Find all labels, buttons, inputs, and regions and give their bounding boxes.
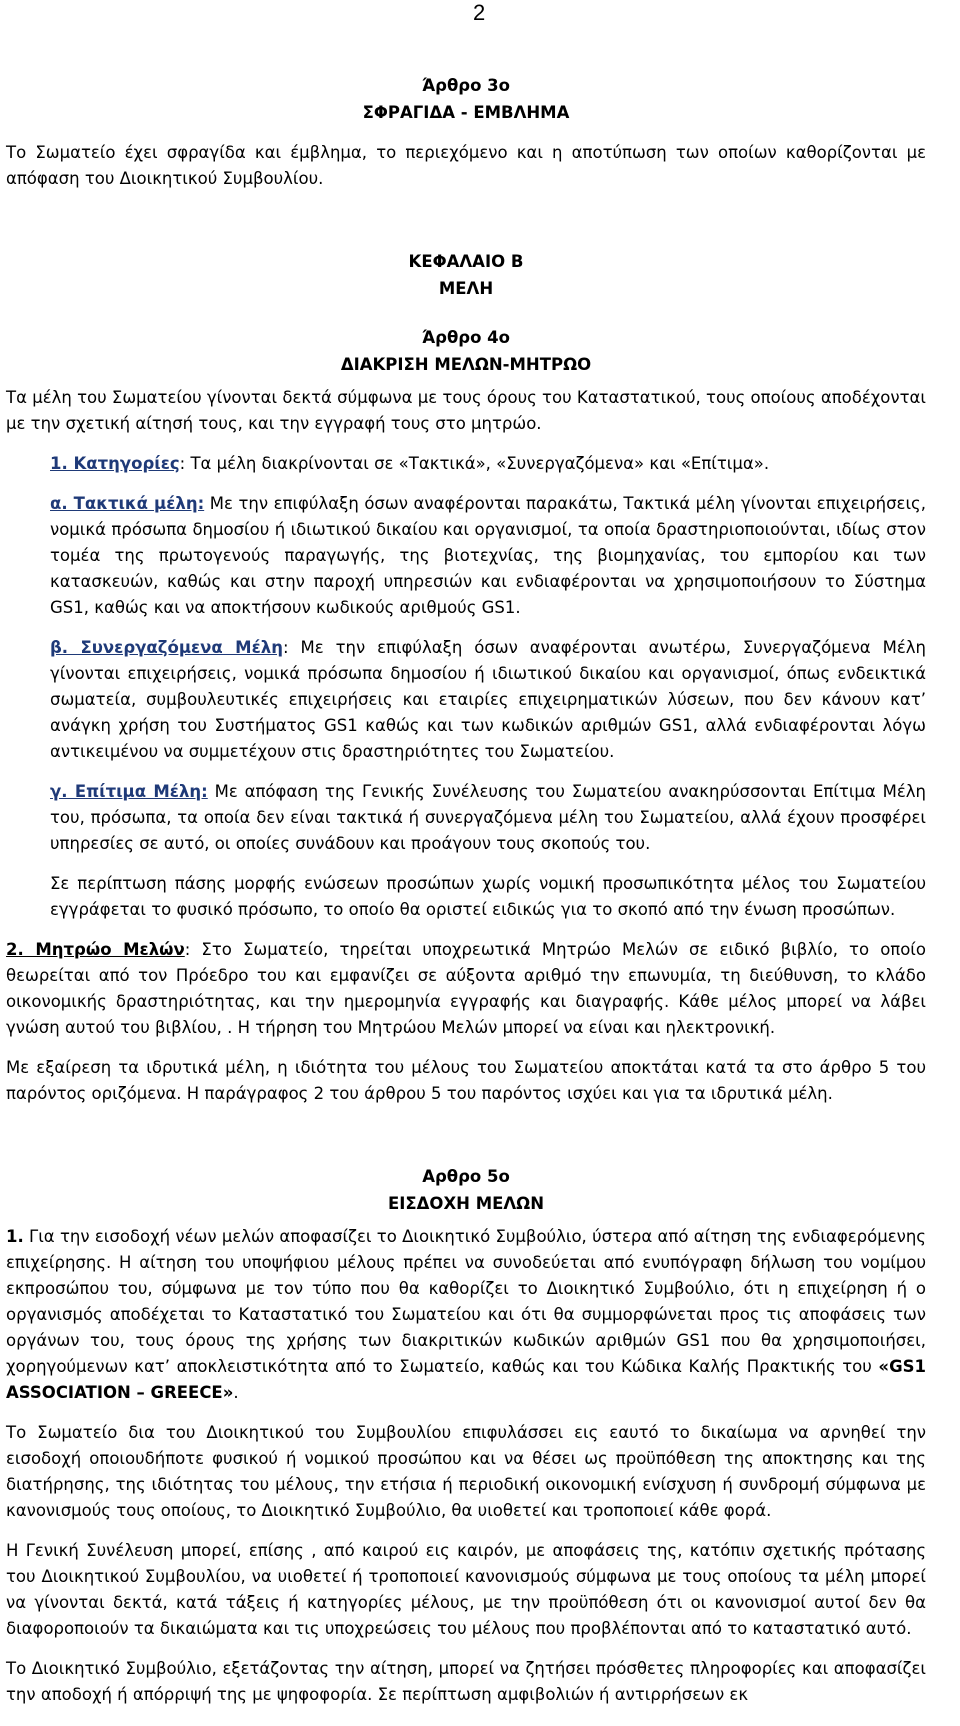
- article-5-heading: Αρθρο 5ο: [422, 1167, 510, 1186]
- chapter-heading: ΚΕΦΑΛΑΙΟ Β: [408, 252, 524, 271]
- categories-paragraph: [6, 451, 926, 477]
- admission-text: Για την εισοδοχή νέων μελών αποφασίζει το Διοικητικό Συμβούλιο, ύστερα από αίτηση της ενδιαφερόμενης επιχείρησης. Η αίτηση του υποψήφιου μέλους πρέπει να συνοδεύεται από ενυπόγραφη δήλωση του νομίμου εκπροσώπου του, σύμφωνα με τον τύπο που θα καθορίζει το Διοικητικό Συμβούλιο, ότι η επιχείρηση ή ο οργανισμός αποδέχεται το Καταστατικό του Σωματείου και ότι θα συμμορφώνεται προς τις αποφάσεις των οργάνων του, τους όρους της χρήσης των διακριτικών κωδικών αριθμών GS1 που θα χρησιμοποιήσει, χορηγούμενων κατ’ αποκλειστικότητα από το Σωματείο, καθώς και του Κώδικα Καλής Πρακτικής του: [6, 1227, 926, 1376]
- association-name: «GS1 ASSOCIATION – GREECE»: [6, 1357, 926, 1402]
- regular-members-label: α. Τακτικά μέλη:: [50, 494, 205, 513]
- article-3-paragraph: Το Σωματείο έχει σφραγίδα και έμβλημα, το περιεχόμενο και η αποτύπωση των οποίων καθορίζονται με απόφαση του Διοικητικού Συμβουλίου.: [6, 143, 926, 188]
- admission-number: 1.: [6, 1227, 24, 1246]
- merger-paragraph: Σε περίπτωση πάσης μορφής ενώσεων προσώπων χωρίς νομική προσωπικότητα μέλος του Σωματείου εγγράφεται το φυσικό πρόσωπο, το οποίο θα οριστεί ειδικώς για το σκοπό από την ένωση προσώπων.: [50, 874, 926, 919]
- article-3-heading: Άρθρο 3ο: [421, 76, 510, 95]
- admission-paragraph-3: Η Γενική Συνέλευση μπορεί, επίσης , από καιρού εις καιρόν, με αποφάσεις της, κατόπιν σχετικής πρότασης του Διοικητικού Συμβουλίου, να υιοθετεί ή τροποποιεί κανονισμούς σύμφωνα με τους οποίους τα μέλη μπορεί να γίνονται δεκτά, κατά τάξεις ή κατηγορίες μέλους, με την προϋπόθεση ότι οι κανονισμοί αυτοί δεν θα διαφοροποιούν τα δικαιώματα και τις υποχρεώσεις του μέλους που προβλέπονται από το καταστατικό αυτό.: [6, 1541, 926, 1638]
- honorary-members-text: Με απόφαση της Γενικής Συνέλευσης του Σωματείου ανακηρύσσονται Επίτιμα Μέλη του, πρόσωπα, τα οποία δεν είναι τακτικά ή συνεργαζόμενα μέλη του Σωματείου, αλλά έχουν προσφέρει υπηρεσίες σε αυτό, οι οποίες συνάδουν και προάγουν τους σκοπούς του.: [50, 782, 927, 853]
- admission-paragraph-4: Το Διοικητικό Συμβούλιο, εξετάζοντας την αίτηση, μπορεί να ζητήσει πρόσθετες πληροφορίες και αποφασίζει την αποδοχή ή απόρριψή της με ψηφοφορία. Σε περίπτωση αμφιβολιών ή αντιρρήσεων εκ: [6, 1659, 926, 1704]
- admission-paragraph-1: [6, 1224, 926, 1406]
- article-5-title: ΕΙΣΔΟΧΗ ΜΕΛΩΝ: [387, 1194, 545, 1213]
- article-4-intro: Τα μέλη του Σωματείου γίνονται δεκτά σύμφωνα με τους όρους του Καταστατικού, τους οποίους αποδέχονται με την σχετική αίτησή τους, και την εγγραφή τους στο μητρώο.: [6, 388, 926, 433]
- honorary-members-paragraph: [6, 779, 926, 857]
- registry-paragraph: [6, 937, 926, 1041]
- exception-paragraph: Με εξαίρεση τα ιδρυτικά μέλη, η ιδιότητα του μέλους του Σωματείου αποκτάται κατά τα στο άρθρο 5 του παρόντος οριζόμενα. Η παράγραφος 2 του άρθρου 5 του παρόντος ισχύει και για τα ιδρυτικά μέλη.: [6, 1058, 926, 1103]
- categories-text: : Τα μέλη διακρίνονται σε «Τακτικά», «Συνεργαζόμενα» και «Επίτιμα».: [179, 454, 770, 473]
- registry-text: : Στο Σωματείο, τηρείται υποχρεωτικά Μητρώο Μελών σε ειδικό βιβλίο, το οποίο θεωρείται από τον Πρόεδρο του και εμφανίζει σε αύξοντα αριθμό την επωνυμία, τη διεύθυνση, το κλάδο οικονομικής δραστηριότητας, και την ημερομηνία εγγραφής και διαγραφής. Κάθε μέλος μπορεί να λάβει γνώση αυτού του βιβλίου, . Η τήρηση του Μητρώου Μελών μπορεί να είναι και ηλεκτρονική.: [6, 940, 926, 1037]
- admission-end: .: [233, 1383, 239, 1402]
- article-4-heading: Άρθρο 4ο: [421, 328, 510, 347]
- regular-members-paragraph: [6, 491, 926, 621]
- chapter-title: ΜΕΛΗ: [438, 279, 494, 298]
- cooperating-members-paragraph: [6, 635, 926, 765]
- registry-label: 2. Μητρώο Μελών: [6, 940, 185, 959]
- admission-paragraph-2: Το Σωματείο δια του Διοικητικού του Συμβουλίου επιφυλάσσει εις εαυτό το δικαίωμα να αρνηθεί την εισοδοχή οποιουδήποτε φυσικού ή νομικού προσώπου και να θέσει ως προϋπόθεση της αποκτησης και της διατήρησης, της ιδιότητας του μέλους, την ετήσια ή περιοδική οικονομική ενίσχυση ή συνδρομή σύμφωνα με κανονισμούς τους οποίους, το Διοικητικό Συμβούλιο, θα υιοθετεί και τροποποιεί κάθε φορά.: [6, 1423, 926, 1520]
- page-number: 2: [473, 0, 486, 25]
- document-body: [6, 72, 926, 1708]
- article-4-title: ΔΙΑΚΡΙΣΗ ΜΕΛΩΝ-ΜΗΤΡΩΟ: [340, 355, 592, 374]
- cooperating-members-label: β. Συνεργαζόμενα Μέλη: [50, 638, 283, 657]
- regular-members-text: Με την επιφύλαξη όσων αναφέρονται παρακάτω, Τακτικά μέλη γίνονται επιχειρήσεις, νομικά πρόσωπα δημοσίου ή ιδιωτικού δικαίου και οργανισμοί, τα οποία δραστηριοποιούνται, ιδίως στον τομέα της πρωτογενούς παραγωγής, της βιοτεχνίας, της βιομηχανίας, του εμπορίου και των κατασκευών, καθώς και στην παροχή υπηρεσιών και ενδιαφέρονται να χρησιμοποιήσουν το Σύστημα GS1, καθώς και να αποκτήσουν κωδικούς αριθμούς GS1.: [50, 494, 926, 617]
- categories-label: 1. Κατηγορίες: [50, 454, 180, 473]
- honorary-members-label: γ. Επίτιμα Μέλη:: [50, 782, 208, 801]
- article-3-title: ΣΦΡΑΓΙΔΑ - ΕΜΒΛΗΜΑ: [362, 103, 570, 122]
- cooperating-members-text: : Με την επιφύλαξη όσων αναφέρονται ανωτέρω, Συνεργαζόμενα Μέλη γίνονται επιχειρήσεις, νομικά πρόσωπα δημοσίου ή ιδιωτικού δικαίου και οργανισμοί, όπως ενδεικτικά σωματεία, συμβουλευτικές επιχειρήσεις και εταιρίες επιχειρηματικών λύσεων, που δεν κάνουν κατ’ ανάγκη χρήση του Συστήματος GS1 καθώς και των κωδικών αριθμών GS1, αλλά ενδιαφέρονται λόγω αντικειμένου να συμμετέχουν στις δραστηριότητες του Σωματείου.: [50, 638, 926, 761]
